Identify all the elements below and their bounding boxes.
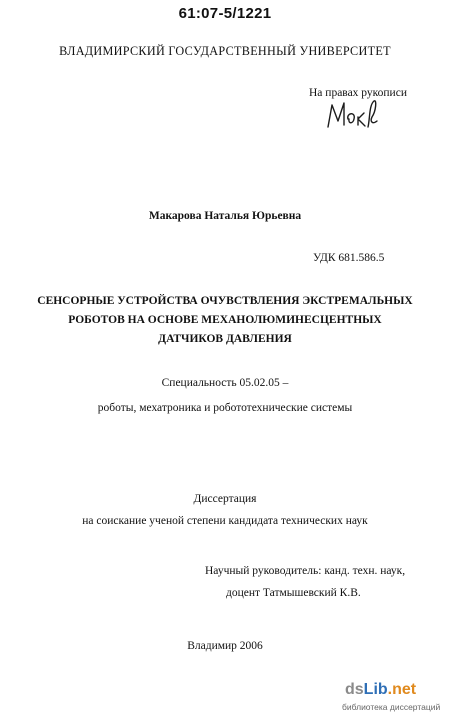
supervisor-line: Научный руководитель: канд. техн. наук, xyxy=(205,565,406,577)
supervisor-name: доцент Татмышевский К.В. xyxy=(226,587,361,599)
title-line: РОБОТОВ НА ОСНОВЕ МЕХАНОЛЮМИНЕСЦЕНТНЫХ xyxy=(68,314,382,326)
specialty-name: роботы, мехатроника и робототехнические системы xyxy=(97,402,353,414)
handwritten-signature xyxy=(322,97,382,133)
dissertation-label: Диссертация xyxy=(193,493,257,505)
manuscript-rights-note: На правах рукописи xyxy=(309,87,407,99)
university-name: ВЛАДИМИРСКИЙ ГОСУДАРСТВЕННЫЙ УНИВЕРСИТЕТ xyxy=(59,44,391,58)
specialty-code: Специальность 05.02.05 – xyxy=(161,377,289,389)
degree-statement: на соискание ученой степени кандидата технических наук xyxy=(82,515,368,527)
dissertation-block xyxy=(0,488,450,532)
archive-stamp-number: 61:07-5/1221 xyxy=(178,5,272,22)
specialty-block xyxy=(0,371,450,421)
city-year: Владимир 2006 xyxy=(187,640,263,652)
udk-code: УДК 681.586.5 xyxy=(313,252,385,264)
logo-tld: .net xyxy=(387,681,417,698)
title-line: СЕНСОРНЫЕ УСТРОЙСТВА ОЧУВСТВЛЕНИЯ ЭКСТРЕМАЛЬНЫХ xyxy=(37,295,413,307)
author-name: Макарова Наталья Юрьевна xyxy=(148,210,302,222)
dslib-logo xyxy=(345,681,416,699)
logo-lib: Lib xyxy=(363,681,388,698)
logo-ds: ds xyxy=(345,681,364,698)
dslib-watermark[interactable] xyxy=(342,679,448,715)
title-line: ДАТЧИКОВ ДАВЛЕНИЯ xyxy=(158,333,292,345)
dissertation-title xyxy=(0,292,450,349)
watermark-subtitle: библиотека диссертаций xyxy=(342,702,441,712)
